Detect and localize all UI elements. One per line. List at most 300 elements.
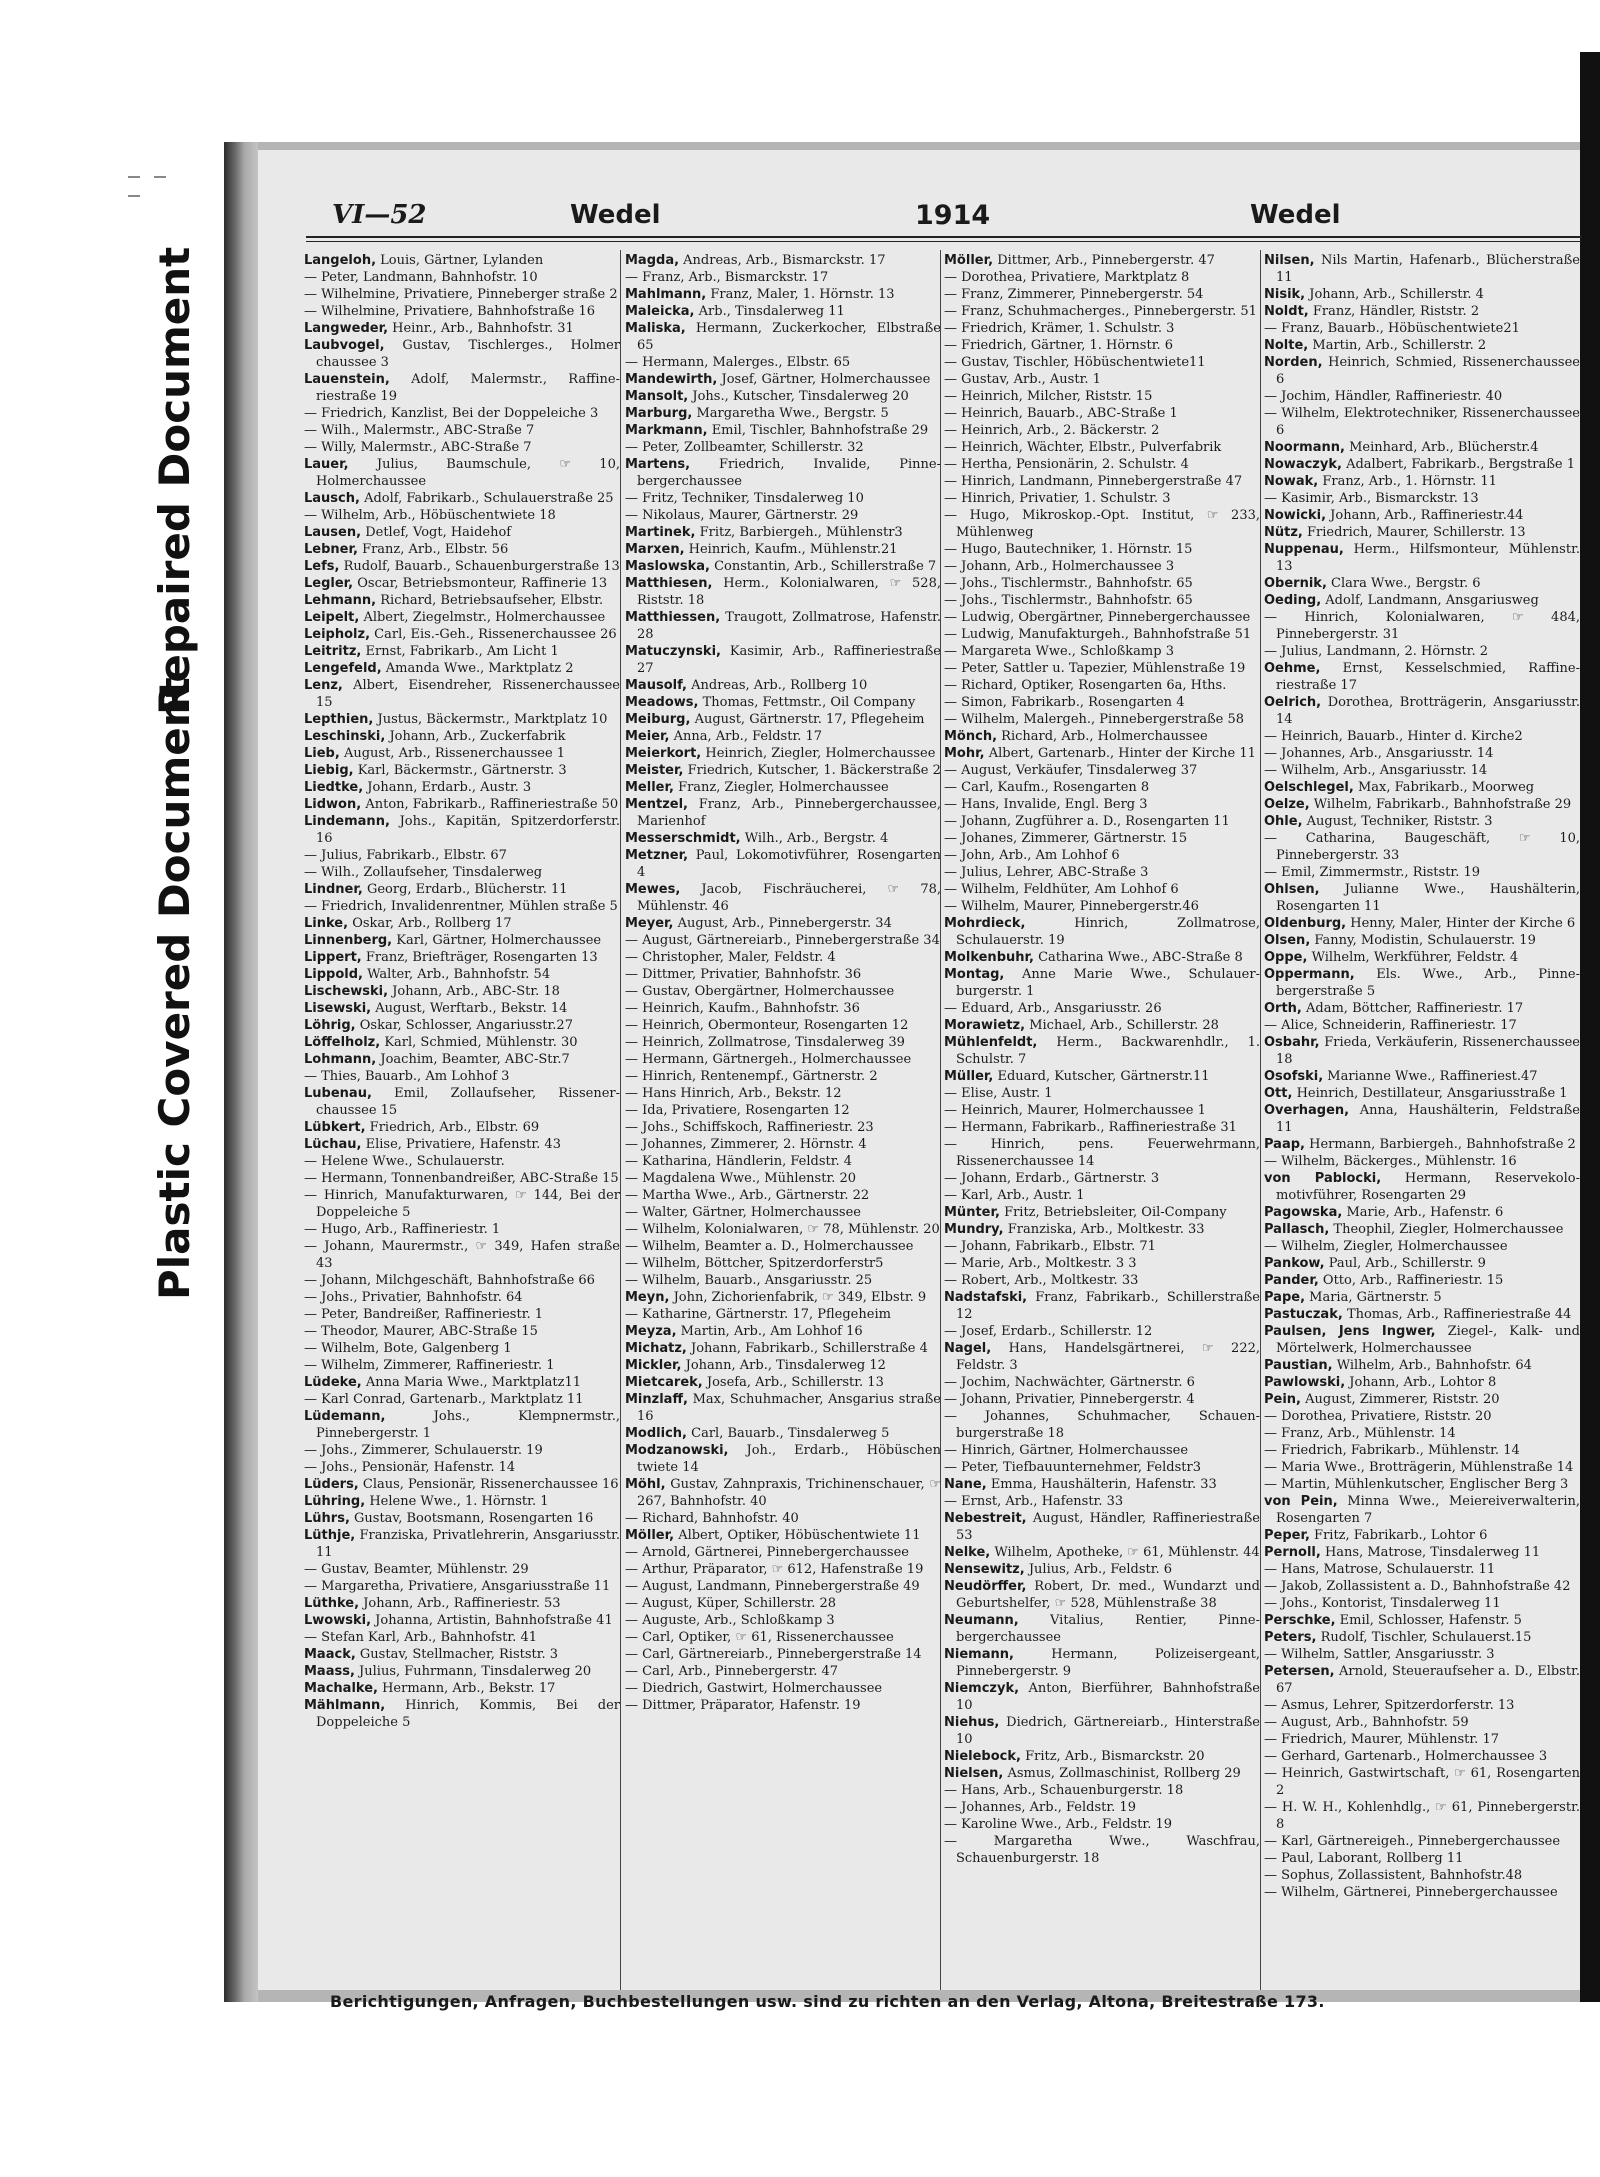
- directory-entry: [1264, 1289, 1580, 1306]
- entry-details: — Johannes, Schuhmacher, Schauenburgerstraße 18: [944, 1409, 1260, 1441]
- entry-surname: Lührs,: [304, 1511, 350, 1526]
- entry-details: Johs., Klempnermstr., Pinnebergerstr. 1: [316, 1409, 620, 1441]
- directory-entry: [944, 949, 1260, 966]
- entry-details: Eduard, Kutscher, Gärtnerstr.11: [997, 1069, 1210, 1084]
- entry-details: — Dittmer, Privatier, Bahnhofstr. 36: [625, 967, 862, 982]
- page-header: [330, 198, 1586, 238]
- entry-details: Anna, Haushälterin, Feldstraße 11: [1276, 1103, 1580, 1135]
- directory-entry: [944, 677, 1260, 694]
- directory-entry: [1264, 1255, 1580, 1272]
- directory-entry: [1264, 388, 1580, 405]
- entry-details: — Wilhelm, Bauarb., Ansgariusstr. 25: [625, 1273, 873, 1288]
- directory-entry: [304, 1119, 620, 1136]
- directory-entry: [625, 1612, 941, 1629]
- directory-entry: [944, 1034, 1260, 1068]
- entry-details: Fritz, Fabrikarb., Lohtor 6: [1314, 1528, 1488, 1543]
- entry-details: Johanna, Artistin, Bahnhofstraße 41: [375, 1613, 613, 1628]
- directory-entry: [304, 1697, 620, 1731]
- entry-surname: Peters,: [1264, 1630, 1317, 1645]
- entry-details: — Peter, Sattler u. Tapezier, Mühlenstraße 19: [944, 661, 1246, 676]
- entry-details: — Carl, Optiker, ☞ 61, Rissenerchaussee: [625, 1630, 894, 1645]
- entry-surname: Nowak,: [1264, 474, 1319, 489]
- directory-entry: [1264, 1238, 1580, 1255]
- directory-entry: [1264, 1425, 1580, 1442]
- directory-entry: [625, 1425, 941, 1442]
- entry-details: — Hinrich, Landmann, Pinnebergerstraße 47: [944, 474, 1243, 489]
- directory-entry: [304, 507, 620, 524]
- book-binding: [224, 142, 258, 2002]
- directory-entry: [625, 1680, 941, 1697]
- entry-details: — Johs., Pensionär, Hafenstr. 14: [304, 1460, 516, 1475]
- scanner-edge: [1580, 52, 1600, 2002]
- entry-surname: Nensewitz,: [944, 1562, 1025, 1577]
- entry-details: Richard, Arb., Holmerchaussee: [1001, 729, 1208, 744]
- publisher-footer: Berichtigungen, Anfragen, Buchbestellungen usw. sind zu richten an den Verlag, Altona, Breitestraße 173.: [330, 1992, 1325, 2011]
- entry-details: Justus, Bäckermstr., Marktplatz 10: [377, 712, 608, 727]
- entry-surname: Maslowska,: [625, 559, 710, 574]
- directory-entry: [944, 847, 1260, 864]
- directory-entry: [1264, 286, 1580, 303]
- directory-entry: [304, 1187, 620, 1221]
- entry-details: — August, Verkäufer, Tinsdalerweg 37: [944, 763, 1198, 778]
- directory-entry: [944, 1323, 1260, 1340]
- entry-details: — Christopher, Maler, Feldstr. 4: [625, 950, 836, 965]
- directory-entry: [625, 1629, 941, 1646]
- entry-surname: Lieb,: [304, 746, 340, 761]
- entry-surname: Ohlsen,: [1264, 882, 1320, 897]
- directory-entry: [944, 1476, 1260, 1493]
- entry-details: August, Werftarb., Bekstr. 14: [375, 1001, 568, 1016]
- entry-details: Anton, Fabrikarb., Raffineriestraße 50: [365, 797, 619, 812]
- entry-details: — Peter, Landmann, Bahnhofstr. 10: [304, 270, 538, 285]
- entry-surname: Lüthje,: [304, 1528, 356, 1543]
- entry-details: Adolf, Landmann, Ansgariusweg: [1325, 593, 1539, 608]
- directory-entry: [1264, 541, 1580, 575]
- entry-surname: Maass,: [304, 1664, 355, 1679]
- entry-details: — Heinrich, Arb., 2. Bäckerstr. 2: [944, 423, 1160, 438]
- entry-details: — Wilhelm, Böttcher, Spitzerdorferstr5: [625, 1256, 884, 1271]
- directory-entry: [1264, 1136, 1580, 1153]
- entry-details: — Wilhelm, Feldhüter, Am Lohhof 6: [944, 882, 1179, 897]
- directory-entry: [1264, 473, 1580, 490]
- entry-details: — Johs., Kontorist, Tinsdalerweg 11: [1264, 1596, 1501, 1611]
- directory-entry: [625, 762, 941, 779]
- entry-details: Johann, Arb., Schillerstr. 4: [1309, 287, 1484, 302]
- entry-details: Otto, Arb., Raffineriestr. 15: [1322, 1273, 1504, 1288]
- entry-surname: Lefs,: [304, 559, 340, 574]
- directory-entry: [625, 1068, 941, 1085]
- entry-surname: Nelke,: [944, 1545, 991, 1560]
- directory-entry: [1264, 1170, 1580, 1204]
- entry-surname: Meister,: [625, 763, 684, 778]
- directory-entry: [1264, 1374, 1580, 1391]
- entry-details: — Hugo, Bautechniker, 1. Hörnstr. 15: [944, 542, 1193, 557]
- entry-surname: Maack,: [304, 1647, 356, 1662]
- entry-surname: Mählmann,: [304, 1698, 386, 1713]
- entry-details: Anna Maria Wwe., Marktplatz11: [365, 1375, 581, 1390]
- entry-details: August, Arb., Pinnebergerstr. 34: [677, 916, 892, 931]
- entry-surname: Paulsen, Jens Ingwer,: [1264, 1324, 1436, 1339]
- entry-details: — Johann, Privatier, Pinnebergerstr. 4: [944, 1392, 1195, 1407]
- directory-column-1: [304, 252, 620, 1731]
- directory-entry: [944, 575, 1260, 592]
- entry-surname: Overhagen,: [1264, 1103, 1350, 1118]
- entry-details: Detlef, Vogt, Haidehof: [365, 525, 512, 540]
- entry-details: — Franz, Arb., Bismarckstr. 17: [625, 270, 829, 285]
- directory-entry: [944, 337, 1260, 354]
- entry-details: — Heinrich, Milcher, Riststr. 15: [944, 389, 1153, 404]
- entry-surname: Nadstafski,: [944, 1290, 1028, 1305]
- directory-entry: [1264, 1544, 1580, 1561]
- entry-details: Herm., Backwarenhdlr., 1. Schulstr. 7: [956, 1035, 1260, 1067]
- entry-details: — Heinrich, Gastwirtschaft, ☞ 61, Rosengarten 2: [1264, 1766, 1580, 1798]
- entry-surname: Lidwon,: [304, 797, 362, 812]
- directory-entry: [1264, 524, 1580, 541]
- entry-details: Johann, Arb., Tinsdalerweg 12: [685, 1358, 886, 1373]
- directory-entry: [304, 932, 620, 949]
- directory-entry: [944, 269, 1260, 286]
- entry-details: August, Gärtnerstr. 17, Pflegeheim: [694, 712, 925, 727]
- directory-entry: [944, 456, 1260, 473]
- directory-entry: [944, 490, 1260, 507]
- entry-details: Hans, Matrose, Tinsdalerweg 11: [1324, 1545, 1541, 1560]
- directory-column-2: [625, 252, 941, 1714]
- directory-entry: [944, 1119, 1260, 1136]
- entry-details: Vitalius, Rentier, Pinnebergerchaussee: [956, 1613, 1260, 1645]
- directory-entry: [304, 1017, 620, 1034]
- entry-details: Fritz, Barbiergeh., Mühlenstr3: [699, 525, 903, 540]
- directory-entry: [1264, 660, 1580, 694]
- entry-details: Elise, Privatiere, Hafenstr. 43: [365, 1137, 561, 1152]
- directory-entry: [625, 507, 941, 524]
- entry-details: Henny, Maler, Hinter der Kirche 6: [1350, 916, 1576, 931]
- directory-entry: [304, 1357, 620, 1374]
- header-right-title: Wedel: [1250, 200, 1341, 230]
- entry-details: — Ludwig, Obergärtner, Pinnebergerchaussee: [944, 610, 1251, 625]
- directory-entry: [304, 1578, 620, 1595]
- directory-entry: [625, 796, 941, 830]
- entry-details: — Hans, Matrose, Schulauerstr. 11: [1264, 1562, 1496, 1577]
- directory-entry: [944, 405, 1260, 422]
- entry-details: — Wilh., Malermstr., ABC-Straße 7: [304, 423, 535, 438]
- entry-surname: Lauer,: [304, 457, 349, 472]
- directory-entry: [304, 1153, 620, 1170]
- entry-details: Friedrich, Arb., Elbstr. 69: [369, 1120, 540, 1135]
- entry-details: Minna Wwe., Meiereiverwalterin, Rosengarten 7: [1276, 1494, 1580, 1526]
- entry-details: Franziska, Privatlehrerin, Ansgariusstr. 11: [316, 1528, 620, 1560]
- directory-entry: [1264, 643, 1580, 660]
- directory-entry: [304, 660, 620, 677]
- entry-surname: Pander,: [1264, 1273, 1319, 1288]
- entry-surname: Lischewski,: [304, 984, 389, 999]
- directory-entry: [1264, 1697, 1580, 1714]
- entry-surname: Lüdemann,: [304, 1409, 386, 1424]
- directory-entry: [304, 1340, 620, 1357]
- entry-surname: Meller,: [625, 780, 674, 795]
- entry-details: — Hertha, Pensionärin, 2. Schulstr. 4: [944, 457, 1189, 472]
- directory-entry: [625, 609, 941, 643]
- directory-entry: [944, 1714, 1260, 1748]
- entry-surname: Leschinski,: [304, 729, 386, 744]
- directory-entry: [944, 1748, 1260, 1765]
- entry-details: — Peter, Zollbeamter, Schillerstr. 32: [625, 440, 864, 455]
- entry-surname: Lenz,: [304, 678, 343, 693]
- entry-surname: Meyn,: [625, 1290, 670, 1305]
- entry-surname: Noormann,: [1264, 440, 1345, 455]
- entry-details: — Johanes, Zimmerer, Gärtnerstr. 15: [944, 831, 1188, 846]
- entry-details: Wilhelm, Fabrikarb., Bahnhofstraße 29: [1313, 797, 1572, 812]
- directory-entry: [625, 456, 941, 490]
- entry-details: Heinrich, Kaufm., Mühlenstr.21: [688, 542, 898, 557]
- entry-details: — Magdalena Wwe., Mühlenstr. 20: [625, 1171, 857, 1186]
- entry-details: Hermann, Barbiergeh., Bahnhofstraße 2: [1309, 1137, 1576, 1152]
- directory-entry: [304, 1510, 620, 1527]
- repaired-document-label: Repaired Document: [150, 246, 199, 715]
- directory-entry: [944, 286, 1260, 303]
- entry-details: — Richard, Optiker, Rosengarten 6a, Hths.: [944, 678, 1227, 693]
- entry-details: Heinr., Arb., Bahnhofstr. 31: [392, 321, 574, 336]
- directory-entry: [1264, 949, 1580, 966]
- page-number: VI—52: [332, 200, 427, 230]
- directory-entry: [944, 830, 1260, 847]
- directory-entry: [625, 405, 941, 422]
- entry-surname: Lepthien,: [304, 712, 374, 727]
- entry-details: Adam, Böttcher, Raffineriestr. 17: [1306, 1001, 1524, 1016]
- entry-details: — Dorothea, Privatiere, Riststr. 20: [1264, 1409, 1492, 1424]
- entry-surname: Ohle,: [1264, 814, 1303, 829]
- entry-surname: Löhrig,: [304, 1018, 356, 1033]
- directory-entry: [944, 1510, 1260, 1544]
- directory-entry: [304, 762, 620, 779]
- entry-surname: Leipholz,: [304, 627, 371, 642]
- directory-entry: [625, 1255, 941, 1272]
- directory-entry: [1264, 456, 1580, 473]
- directory-entry: [304, 1663, 620, 1680]
- directory-entry: [304, 558, 620, 575]
- column-divider: [620, 250, 621, 1990]
- directory-entry: [625, 320, 941, 354]
- entry-surname: Linke,: [304, 916, 349, 931]
- entry-surname: Nagel,: [944, 1341, 992, 1356]
- entry-surname: Legler,: [304, 576, 354, 591]
- directory-entry: [625, 1051, 941, 1068]
- entry-details: Clara Wwe., Bergstr. 6: [1331, 576, 1481, 591]
- entry-surname: Oelschlegel,: [1264, 780, 1354, 795]
- directory-entry: [1264, 966, 1580, 1000]
- entry-details: Josef, Gärtner, Holmerchaussee: [721, 372, 931, 387]
- entry-surname: Münter,: [944, 1205, 1000, 1220]
- entry-details: — Friedrich, Maurer, Mühlenstr. 17: [1264, 1732, 1499, 1747]
- directory-entry: [625, 1476, 941, 1510]
- entry-details: — Dittmer, Präparator, Hafenstr. 19: [625, 1698, 861, 1713]
- entry-details: — August, Arb., Bahnhofstr. 59: [1264, 1715, 1469, 1730]
- directory-entry: [944, 1000, 1260, 1017]
- column-divider: [940, 250, 941, 1990]
- entry-surname: Niemann,: [944, 1647, 1014, 1662]
- directory-entry: [304, 949, 620, 966]
- entry-surname: Ott,: [1264, 1086, 1293, 1101]
- entry-details: Amanda Wwe., Marktplatz 2: [385, 661, 574, 676]
- entry-details: Marianne Wwe., Raffineriest.47: [1327, 1069, 1538, 1084]
- directory-entry: [944, 694, 1260, 711]
- entry-surname: Modlich,: [625, 1426, 687, 1441]
- entry-details: Thomas, Arb., Raffineriestraße 44: [1346, 1307, 1572, 1322]
- directory-entry: [304, 1476, 620, 1493]
- entry-details: Claus, Pensionär, Rissenerchaussee 16: [362, 1477, 619, 1492]
- directory-entry: [625, 1578, 941, 1595]
- directory-entry: [304, 966, 620, 983]
- entry-details: — Hermann, Gärtnergeh., Holmerchaussee: [625, 1052, 912, 1067]
- directory-entry: [1264, 1646, 1580, 1663]
- entry-details: Fritz, Arb., Bismarckstr. 20: [1025, 1749, 1205, 1764]
- directory-entry: [625, 1510, 941, 1527]
- directory-entry: [625, 371, 941, 388]
- directory-entry: [625, 303, 941, 320]
- entry-surname: Nütz,: [1264, 525, 1303, 540]
- directory-entry: [944, 1442, 1260, 1459]
- directory-entry: [1264, 745, 1580, 762]
- entry-details: — Wilhelm, Malergeh., Pinnebergerstraße 58: [944, 712, 1245, 727]
- directory-entry: [1264, 1442, 1580, 1459]
- entry-details: — August, Gärtnereiarb., Pinnebergerstraße 34: [625, 933, 940, 948]
- entry-details: Johann, Arb., ABC-Str. 18: [392, 984, 560, 999]
- entry-surname: von Pablocki,: [1264, 1171, 1382, 1186]
- directory-entry: [625, 1595, 941, 1612]
- entry-details: Hermann, Reservekolomotivführer, Rosengarten 29: [1276, 1171, 1580, 1203]
- entry-details: Jacob, Fischräucherei, ☞ 78, Mühlenstr. 46: [637, 882, 941, 914]
- entry-surname: Pein,: [1264, 1392, 1301, 1407]
- entry-details: Wilhelm, Apotheke, ☞ 61, Mühlenstr. 44: [994, 1545, 1260, 1560]
- entry-surname: Maleicka,: [625, 304, 695, 319]
- entry-details: — Alice, Schneiderin, Raffineriestr. 17: [1264, 1018, 1517, 1033]
- entry-details: — Franz, Bauarb., Höbüschentwiete21: [1264, 321, 1520, 336]
- entry-surname: Perschke,: [1264, 1613, 1336, 1628]
- entry-details: — Emil, Zimmermstr., Riststr. 19: [1264, 865, 1481, 880]
- entry-details: Rudolf, Tischler, Schulauerst.15: [1320, 1630, 1532, 1645]
- entry-details: — Heinrich, Bauarb., ABC-Straße 1: [944, 406, 1178, 421]
- entry-details: Frieda, Verkäuferin, Rissenerchaussee 18: [1276, 1035, 1581, 1067]
- entry-surname: Minzlaff,: [625, 1392, 688, 1407]
- entry-details: Johann, Arb., Raffineriestr.44: [1330, 508, 1524, 523]
- entry-details: Friedrich, Maurer, Schillerstr. 13: [1307, 525, 1526, 540]
- entry-details: Kasimir, Arb., Raffineriestraße 27: [637, 644, 942, 676]
- directory-entry: [1264, 1595, 1580, 1612]
- entry-surname: Machalke,: [304, 1681, 378, 1696]
- directory-entry: [1264, 592, 1580, 609]
- directory-entry: [625, 1340, 941, 1357]
- entry-details: Karl, Bäckermstr., Gärtnerstr. 3: [357, 763, 567, 778]
- directory-entry: [1264, 1561, 1580, 1578]
- directory-entry: [944, 558, 1260, 575]
- entry-details: Wilh., Arb., Bergstr. 4: [744, 831, 889, 846]
- directory-entry: [625, 847, 941, 881]
- entry-details: Dorothea, Brotträgerin, Ansgariusstr. 14: [1276, 695, 1580, 727]
- directory-entry: [1264, 1765, 1580, 1799]
- directory-entry: [944, 388, 1260, 405]
- directory-entry: [625, 1663, 941, 1680]
- directory-entry: [1264, 490, 1580, 507]
- entry-details: — Friedrich, Gärtner, 1. Hörnstr. 6: [944, 338, 1174, 353]
- directory-entry: [304, 1238, 620, 1272]
- entry-details: Wilhelm, Arb., Bahnhofstr. 64: [1336, 1358, 1532, 1373]
- entry-details: John, Zichorienfabrik, ☞ 349, Elbstr. 9: [673, 1290, 927, 1305]
- directory-entry: [304, 269, 620, 286]
- directory-entry: [1264, 320, 1580, 337]
- directory-entry: [944, 354, 1260, 371]
- entry-details: — Heinrich, Wächter, Elbstr., Pulverfabrik: [944, 440, 1222, 455]
- entry-details: — Richard, Bahnhofstr. 40: [625, 1511, 799, 1526]
- directory-entry: [625, 1697, 941, 1714]
- column-divider: [1260, 250, 1261, 1990]
- entry-details: Heinrich, Destillateur, Ansgariusstraße 1: [1296, 1086, 1568, 1101]
- entry-details: August, Arb., Rissenerchaussee 1: [343, 746, 566, 761]
- directory-entry: [1264, 609, 1580, 643]
- entry-details: — Julius, Fabrikarb., Elbstr. 67: [304, 848, 507, 863]
- directory-entry: [1264, 1408, 1580, 1425]
- entry-details: Arnold, Steueraufseher a. D., Elbstr. 67: [1276, 1664, 1580, 1696]
- entry-surname: Noldt,: [1264, 304, 1309, 319]
- entry-details: August, Händler, Raffineriestraße 53: [956, 1511, 1260, 1543]
- directory-entry: [625, 524, 941, 541]
- entry-details: — Ida, Privatiere, Rosengarten 12: [625, 1103, 850, 1118]
- entry-surname: Lüchau,: [304, 1137, 362, 1152]
- entry-details: August, Zimmerer, Riststr. 20: [1305, 1392, 1500, 1407]
- entry-details: — H. W. H., Kohlenhdlg., ☞ 61, Pinnebergerstr. 8: [1264, 1800, 1580, 1832]
- entry-surname: Lubenau,: [304, 1086, 372, 1101]
- directory-entry: [304, 1629, 620, 1646]
- directory-entry: [625, 1544, 941, 1561]
- entry-details: Herm., Hilfsmonteur, Mühlenstr. 13: [1276, 542, 1580, 574]
- entry-details: — Eduard, Arb., Ansgariusstr. 26: [944, 1001, 1162, 1016]
- entry-details: — Kasimir, Arb., Bismarckstr. 13: [1264, 491, 1479, 506]
- directory-entry: [304, 1000, 620, 1017]
- directory-entry: [625, 949, 941, 966]
- directory-entry: [944, 745, 1260, 762]
- entry-surname: Lausen,: [304, 525, 362, 540]
- directory-entry: [944, 813, 1260, 830]
- directory-entry: [304, 711, 620, 728]
- entry-details: — Jochim, Nachwächter, Gärtnerstr. 6: [944, 1375, 1195, 1390]
- directory-entry: [944, 507, 1260, 541]
- entry-details: — Friedrich, Fabrikarb., Mühlenstr. 14: [1264, 1443, 1520, 1458]
- entry-details: — Maria Wwe., Brotträgerin, Mühlenstraße 14: [1264, 1460, 1574, 1475]
- entry-details: Rudolf, Bauarb., Schauenburgerstraße 13: [343, 559, 620, 574]
- directory-entry: [944, 1102, 1260, 1119]
- directory-entry: [304, 626, 620, 643]
- entry-surname: Oppe,: [1264, 950, 1308, 965]
- entry-details: Asmus, Zollmaschinist, Rollberg 29: [1007, 1766, 1241, 1781]
- entry-details: Friedrich, Invalide, Pinnebergerchaussee: [637, 457, 941, 489]
- directory-entry: [304, 779, 620, 796]
- entry-details: — Gustav, Arb., Austr. 1: [944, 372, 1101, 387]
- directory-entry: [625, 694, 941, 711]
- directory-entry: [625, 1527, 941, 1544]
- entry-surname: Pagowska,: [1264, 1205, 1343, 1220]
- entry-details: Hinrich, Zollmatrose, Schulauerstr. 19: [956, 916, 1260, 948]
- entry-details: — Heinrich, Kaufm., Bahnhofstr. 36: [625, 1001, 860, 1016]
- entry-details: — Wilhelm, Gärtnerei, Pinnebergerchaussee: [1264, 1885, 1558, 1900]
- directory-entry: [304, 915, 620, 932]
- directory-entry: [625, 1289, 941, 1306]
- directory-entry: [304, 796, 620, 813]
- entry-details: Adolf, Malermstr., Raffineriestraße 19: [316, 372, 621, 404]
- entry-details: Joh., Erdarb., Höbüschen twiete 14: [637, 1443, 941, 1475]
- entry-surname: Obernik,: [1264, 576, 1327, 591]
- entry-surname: Mickler,: [625, 1358, 682, 1373]
- directory-entry: [1264, 1714, 1580, 1731]
- entry-details: — Peter, Tiefbauunternehmer, Feldstr3: [944, 1460, 1201, 1475]
- directory-entry: [944, 1799, 1260, 1816]
